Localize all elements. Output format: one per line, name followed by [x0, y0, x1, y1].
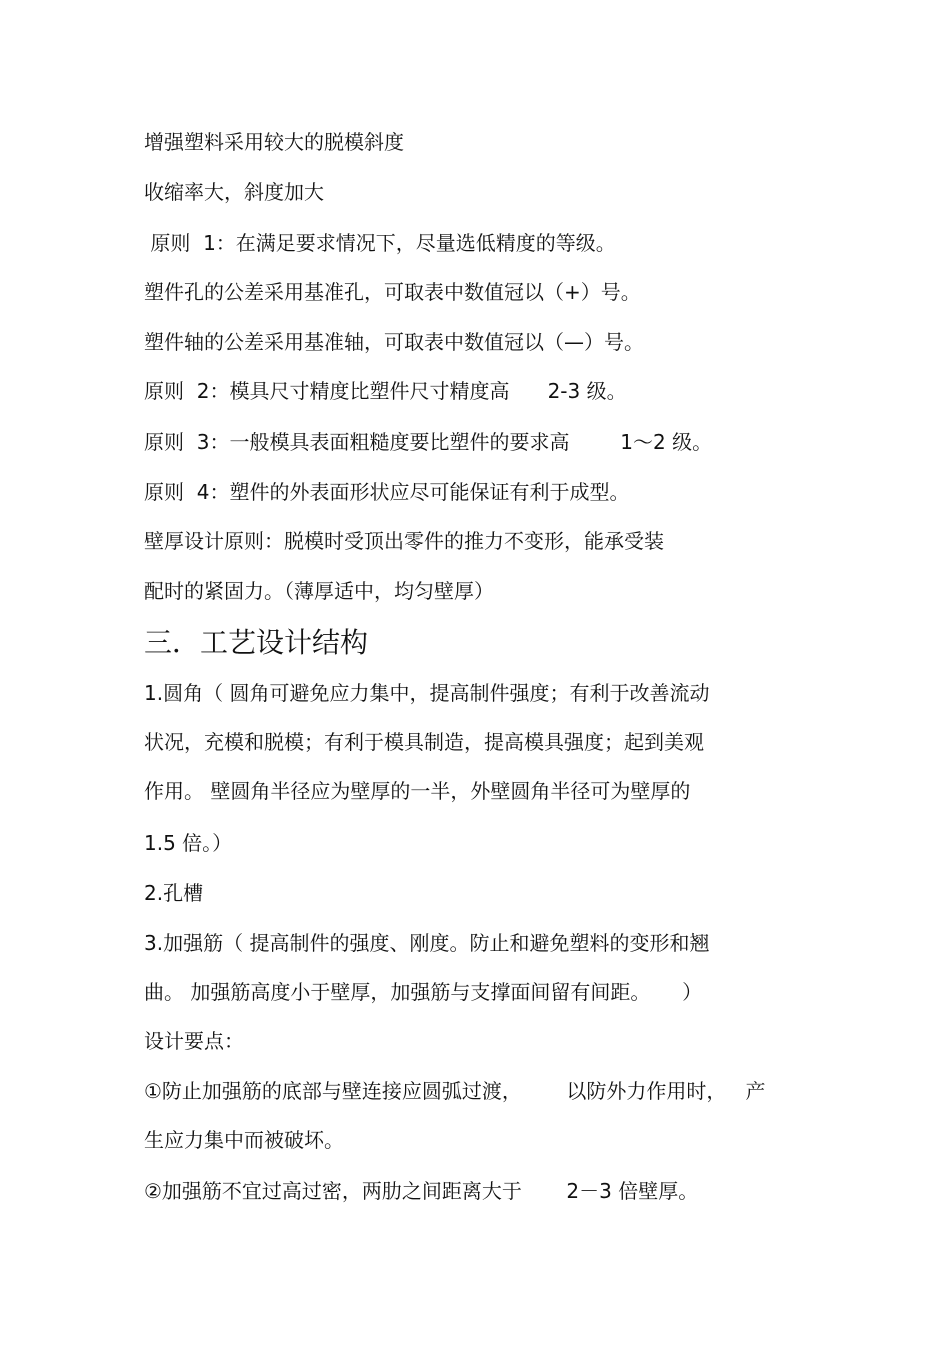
- text-line-draft-angle: 增强塑料采用较大的脱模斜度: [144, 130, 404, 154]
- text-line-shaft-tolerance: 塑件轴的公差采用基准轴，可取表中数值冠以（—）号。: [144, 330, 644, 354]
- text-line-fillet-cont-2: 作用。 壁圆角半径应为壁厚的一半，外壁圆角半径可为壁厚的: [144, 779, 691, 803]
- text-line-hole-tolerance: 塑件孔的公差采用基准孔，可取表中数值冠以（+）号。: [144, 280, 641, 304]
- text-line-wall-thickness: 壁厚设计原则：脱模时受顶出零件的推力不变形，能承受装: [144, 529, 664, 553]
- text-line-fillet: 1.圆角（ 圆角可避免应力集中，提高制件强度；有利于改善流动: [144, 681, 710, 705]
- text-line-wall-thickness-cont: 配时的紧固力。（薄厚适中，均匀壁厚）: [144, 579, 494, 603]
- section-heading: 三．工艺设计结构: [144, 626, 369, 659]
- text-line-principle-3: 原则 3：一般模具表面粗糙度要比塑件的要求高 1～2 级。: [144, 430, 713, 454]
- text-line-point-1: ①防止加强筋的底部与壁连接应圆弧过渡， 以防外力作用时， 产: [144, 1079, 766, 1103]
- text-line-principle-4: 原则 4：塑件的外表面形状应尽可能保证有利于成型。: [144, 480, 630, 504]
- text-line-principle-2: 原则 2：模具尺寸精度比塑件尺寸精度高 2-3 级。: [144, 379, 627, 403]
- text-line-principle-1: 原则 1：在满足要求情况下，尽量选低精度的等级。: [144, 231, 616, 255]
- text-line-ribs-cont: 曲。 加强筋高度小于壁厚，加强筋与支撑面间留有间距。 ）: [144, 980, 703, 1004]
- text-line-design-points: 设计要点：: [144, 1029, 244, 1053]
- text-line-fillet-cont-1: 状况，充模和脱模；有利于模具制造，提高模具强度；起到美观: [144, 730, 704, 754]
- text-line-shrinkage: 收缩率大，斜度加大: [144, 180, 324, 204]
- text-line-point-2: ②加强筋不宜过高过密，两肋之间距离大于 2－3 倍壁厚。: [144, 1179, 699, 1203]
- text-line-ribs: 3.加强筋（ 提高制件的强度、刚度。防止和避免塑料的变形和翘: [144, 931, 710, 955]
- text-line-holes: 2.孔槽: [144, 881, 204, 905]
- text-line-point-1-cont: 生应力集中而被破坏。: [144, 1128, 344, 1152]
- text-line-fillet-cont-3: 1.5 倍。）: [144, 831, 233, 855]
